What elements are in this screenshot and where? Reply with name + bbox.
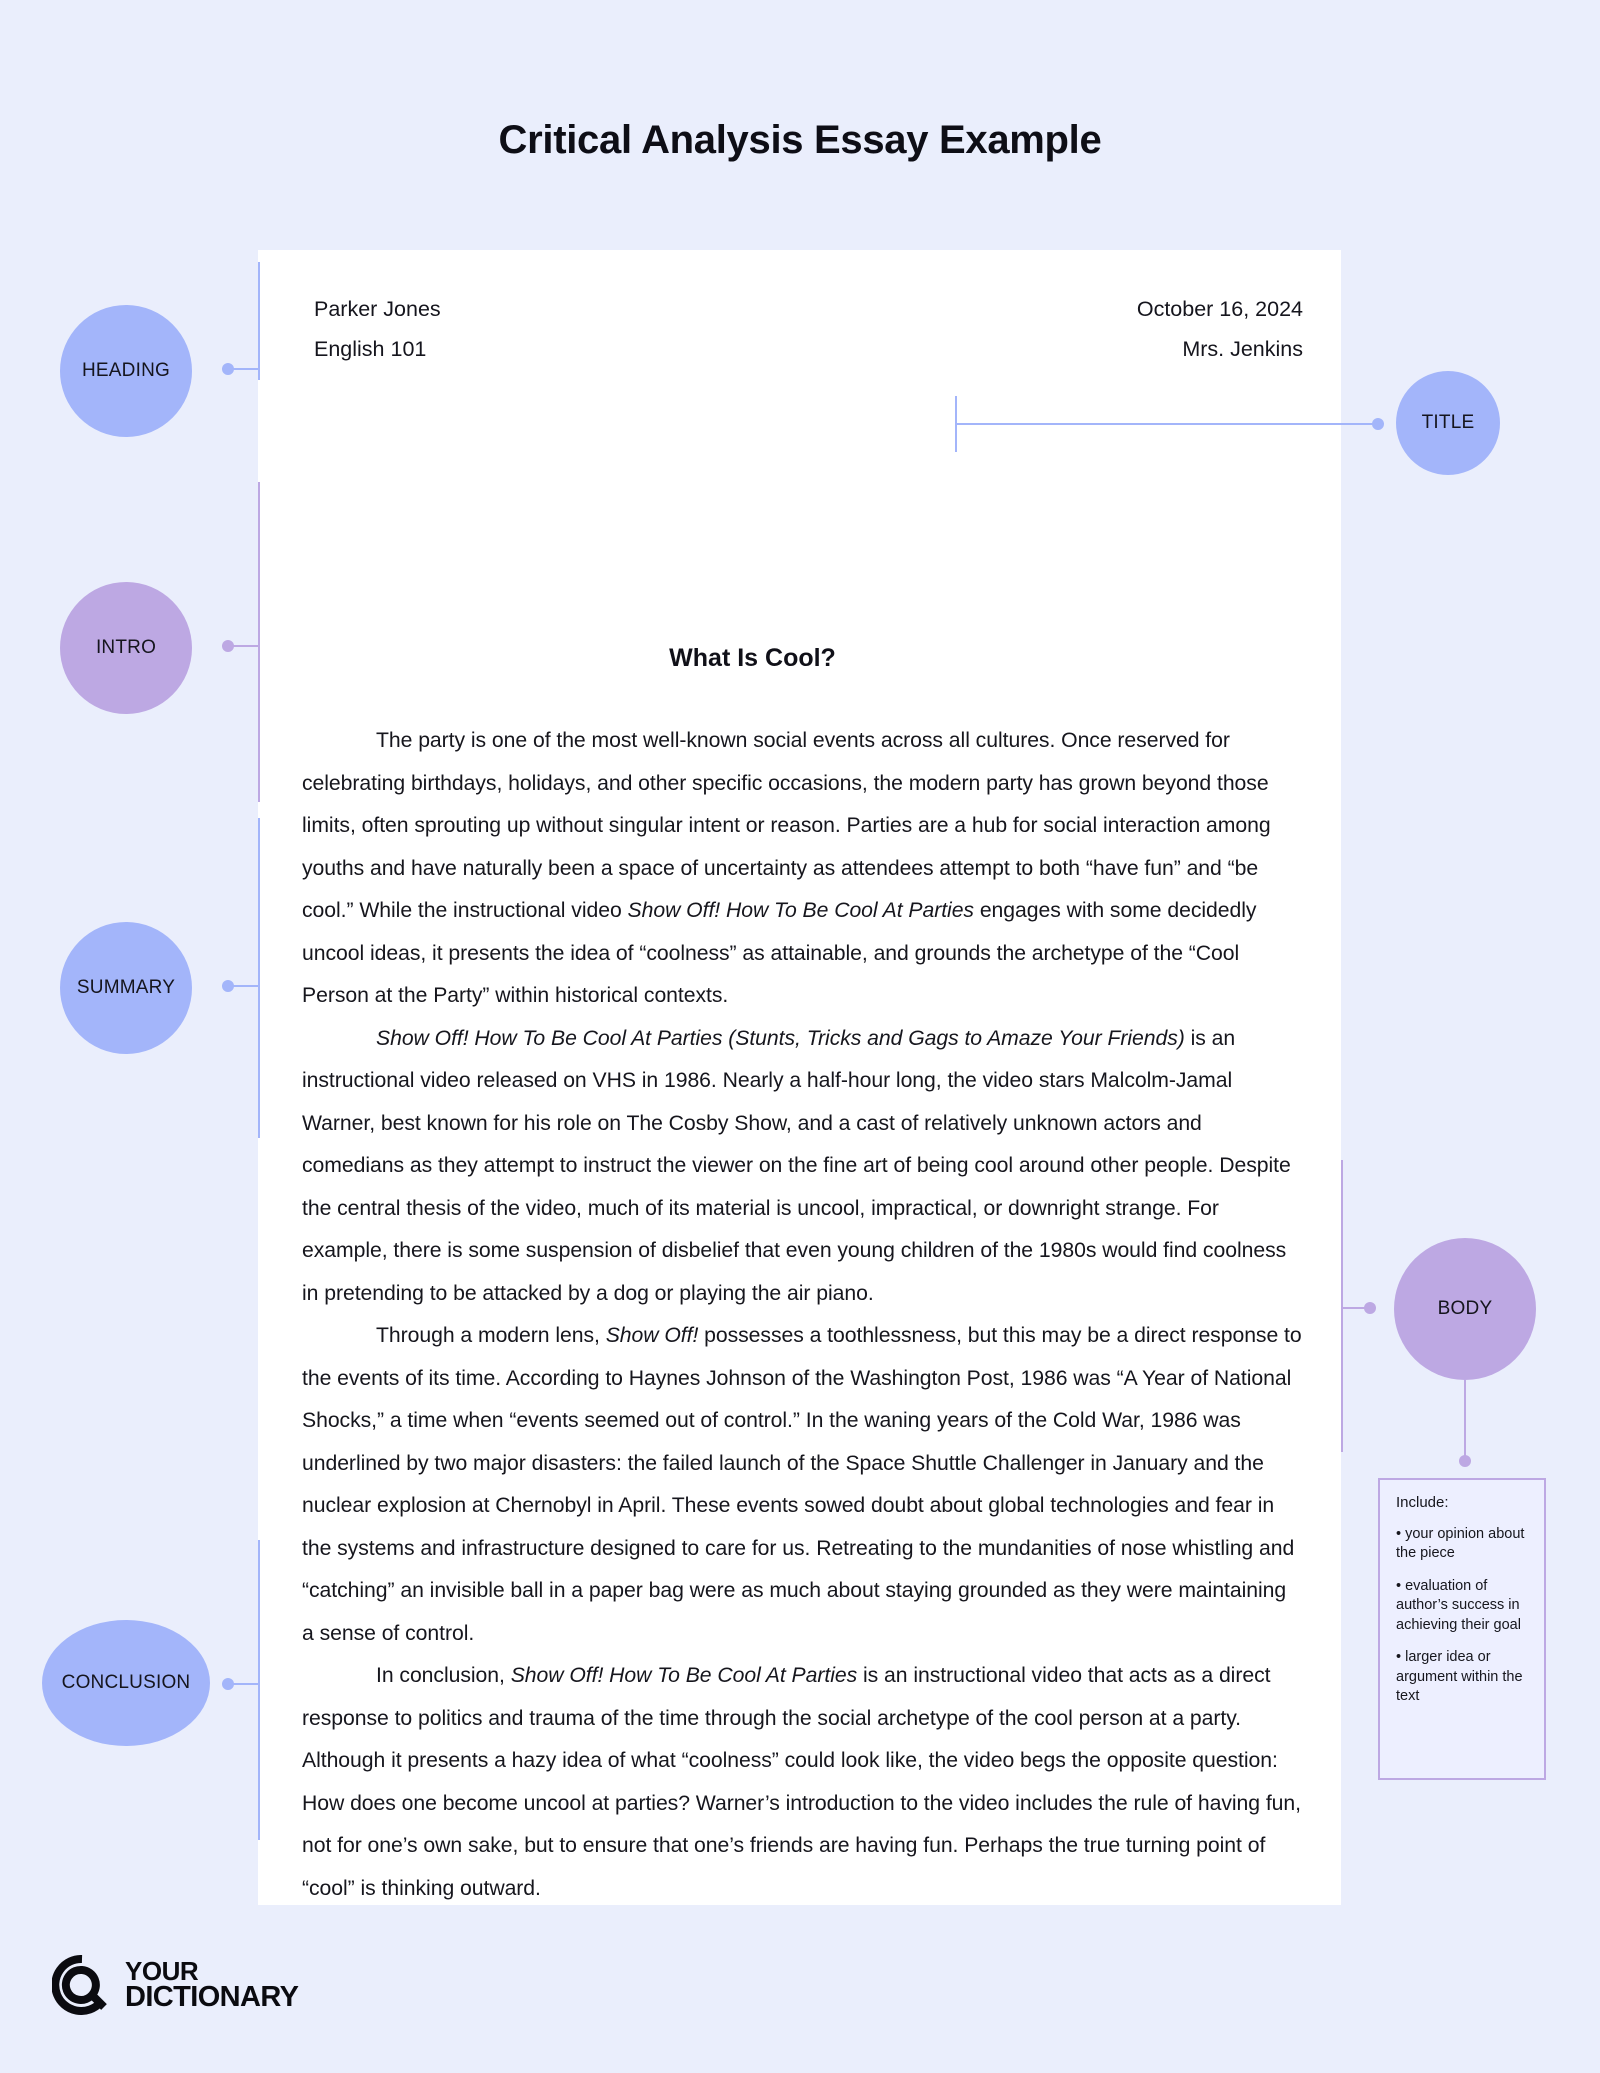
body-connector-dot [1364, 1302, 1376, 1314]
logo-line-2: DICTIONARY [125, 1980, 299, 2013]
title-connector-dot [1372, 418, 1384, 430]
italic-title-ref: Show Off! How To Be Cool At Parties [510, 1664, 858, 1687]
italic-title-ref: Show Off! [605, 1324, 699, 1347]
body-to-include-dot [1459, 1455, 1471, 1467]
include-item: • evaluation of author’s success in achieving their goal [1396, 1577, 1521, 1633]
intro-connector-hline [232, 645, 260, 647]
marker-title[interactable] [1396, 371, 1500, 475]
body-connector-vline [1341, 1160, 1343, 1452]
heading-connector-dot [222, 363, 234, 375]
include-item: • larger idea or argument within the text [1396, 1649, 1523, 1704]
conclusion-connector-dot [222, 1678, 234, 1690]
marker-intro-label: INTRO [95, 637, 157, 658]
essay-date: October 16, 2024 [1136, 297, 1303, 321]
marker-summary[interactable] [60, 922, 192, 1054]
heading-left [314, 290, 441, 370]
essay-sheet [258, 250, 1341, 1905]
body-to-include-vline [1464, 1380, 1466, 1460]
include-heading: Include: [1396, 1494, 1449, 1511]
logo-line-1: YOUR [125, 1956, 199, 1987]
marker-title-label: TITLE [1421, 412, 1475, 433]
title-connector-hline [955, 423, 1377, 425]
essay-title: What Is Cool? [669, 644, 836, 672]
page-title: Critical Analysis Essay Example [498, 118, 1102, 162]
marker-summary-label: SUMMARY [76, 977, 176, 998]
yourdictionary-wordmark [125, 1956, 299, 2013]
italic-title-ref: Show Off! How To Be Cool At Parties [627, 899, 974, 922]
marker-body[interactable] [1394, 1238, 1536, 1380]
yourdictionary-logo[interactable] [52, 1955, 298, 2015]
conclusion-connector-vline [258, 1540, 260, 1840]
heading-right [1137, 290, 1303, 370]
student-name: Parker Jones [314, 297, 441, 321]
italic-title-ref: Show Off! How To Be Cool At Parties (Stunts, Tricks and Gags to Amaze Your Friends) [376, 1026, 1185, 1050]
include-callout-box [1378, 1478, 1546, 1780]
instructor-name: Mrs. Jenkins [1182, 336, 1303, 361]
marker-conclusion[interactable] [42, 1620, 210, 1746]
course-name: English 101 [314, 336, 427, 361]
heading-connector-hline [232, 368, 260, 370]
essay-heading-block [314, 290, 1303, 370]
yourdictionary-mark-icon [52, 1955, 112, 2015]
heading-connector-vline [258, 262, 260, 380]
paragraph-intro: The party is one of the most well-known social events across all cultures. Once reserved for celebrating birthdays, holidays, and other specific occasions, the modern party has grown beyond those limits, often sprouting up without singular intent or reason. Parties are a hub for social interaction among youths and have naturally been a space of uncertainty as attendees attempt to both “have fun” and “be cool.” While the instructional video Show Off! How To Be Cool At Parties engages with some decidedly uncool ideas, it presents the idea of “coolness” as attainable, and grounds the archetype of the “Cool Person at the Party” within historical contexts. [302, 729, 1271, 1007]
marker-heading[interactable] [60, 305, 192, 437]
include-item: • your opinion about the piece [1396, 1526, 1525, 1562]
summary-connector-vline [258, 818, 260, 1138]
paragraph-body: Through a modern lens, Show Off! possesses a toothlessness, but this may be a direct response to the events of its time. According to Haynes Johnson of the Washington Post, 1986 was “A Year of National Shocks,” a time when “events seemed out of control.” In the waning years of the Cold War, 1986 was underlined by two major disasters: the failed launch of the Space Shuttle Challenger in January and the nuclear explosion at Chernobyl in April. These events sowed doubt about global technologies and fear in the systems and infrastructure designed to care for us. Retreating to the mundanities of nose whistling and “catching” an invisible ball in a paper bag were as much about staying grounded as they were maintaining a sense of control. [302, 1324, 1302, 1645]
marker-heading-label: HEADING [82, 360, 170, 381]
intro-connector-dot [222, 640, 234, 652]
summary-connector-hline [232, 985, 260, 987]
conclusion-connector-hline [232, 1683, 260, 1685]
paragraph-conclusion: In conclusion, Show Off! How To Be Cool At Parties is an instructional video that acts as a direct response to politics and trauma of the time through the social archetype of the cool person at a party. Although it presents a hazy idea of what “coolness” could look like, the video begs the opposite question: How does one become uncool at parties? Warner’s introduction to the video includes the rule of having fun, not for one’s own sake, but to ensure that one’s friends are having fun. Perhaps the true turning point of “cool” is thinking outward. [302, 1664, 1301, 1900]
summary-connector-dot [222, 980, 234, 992]
marker-conclusion-label: CONCLUSION [61, 1672, 191, 1693]
marker-body-label: BODY [1437, 1298, 1493, 1319]
intro-connector-vline [258, 482, 260, 802]
marker-intro[interactable] [60, 582, 192, 714]
essay-body [302, 720, 1302, 1910]
paragraph-summary: Show Off! How To Be Cool At Parties (Stunts, Tricks and Gags to Amaze Your Friends) is an instructional video released on VHS in 1986. Nearly a half-hour long, the video stars Malcolm-Jamal Warner, best known for his role on The Cosby Show, and a cast of relatively unknown actors and comedians as they attempt to instruct the viewer on the fine art of being cool around other people. Despite the central thesis of the video, much of its material is uncool, impractical, or downright strange. For example, there is some suspension of disbelief that even young children of the 1980s would find coolness in pretending to be attacked by a dog or playing the air piano. [302, 1026, 1291, 1305]
